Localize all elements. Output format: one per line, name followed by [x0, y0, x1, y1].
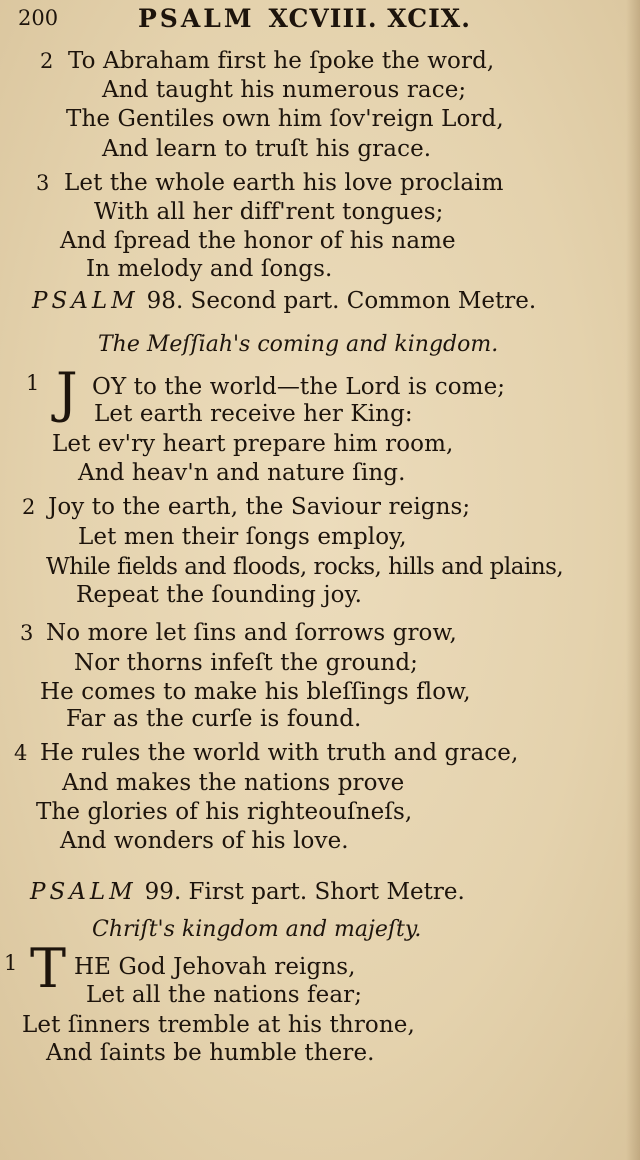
verse-line: He comes to make his bleſſings flow,	[40, 679, 471, 705]
page-number: 200	[18, 6, 59, 30]
verse-line: OY to the world—the Lord is come;	[92, 374, 506, 400]
stanza-number: 2	[22, 495, 36, 519]
verse-line: To Abraham first he ſpoke the word,	[68, 48, 495, 74]
verse-line: While fields and floods, rocks, hills and plains,	[46, 554, 564, 580]
psalm-title	[32, 287, 536, 315]
stanza-number: 1	[26, 371, 40, 395]
verse-line: Repeat the ſounding joy.	[76, 582, 363, 608]
verse-line: The Gentiles own him ſov'reign Lord,	[66, 106, 504, 132]
drop-cap: J	[56, 361, 78, 424]
psalm-title-rest: 98. Second part. Common Metre.	[146, 288, 537, 314]
stanza-number: 3	[36, 171, 50, 195]
psalm-title-word: PSALM	[30, 879, 137, 905]
stanza-number: 2	[40, 49, 54, 73]
drop-cap: T	[30, 937, 67, 1000]
verse-line: And makes the nations prove	[62, 770, 405, 796]
stanza-number: 4	[14, 741, 28, 765]
verse-line: And ſaints be humble there.	[46, 1040, 375, 1066]
running-head	[138, 4, 471, 33]
psalm-title-rest: 99. First part. Short Metre.	[144, 879, 465, 905]
verse-line: And taught his numerous race;	[102, 77, 467, 103]
stanza-number: 3	[20, 621, 34, 645]
verse-line: And heav'n and nature ſing.	[78, 460, 406, 486]
verse-line: Let all the nations fear;	[86, 982, 363, 1008]
verse-line: And ſpread the honor of his name	[60, 228, 456, 254]
verse-line: Let the whole earth his love proclaim	[64, 170, 504, 196]
verse-line: The glories of his righteouſneſs,	[36, 799, 413, 825]
running-head-psalm: PSALM	[138, 4, 255, 33]
verse-line: Let ev'ry heart prepare him room,	[52, 431, 454, 457]
verse-line: Let ſinners tremble at his throne,	[22, 1012, 415, 1038]
psalm-title	[30, 878, 465, 906]
verse-line: Let men their ſongs employ,	[78, 524, 407, 550]
verse-line: With all her diff'rent tongues;	[94, 199, 444, 225]
verse-line: He rules the world with truth and grace,	[40, 740, 519, 766]
verse-line: In melody and ſongs.	[86, 256, 333, 282]
psalm-title-word: PSALM	[32, 288, 139, 314]
running-head-numbers: XCVIII. XCIX.	[268, 4, 471, 33]
verse-line: And learn to truſt his grace.	[102, 136, 432, 162]
verse-line: Nor thorns infeſt the ground;	[74, 650, 419, 676]
psalm-subtitle: Chriſt's kingdom and majeſty.	[92, 917, 422, 942]
stanza-number: 1	[4, 951, 18, 975]
verse-line: Far as the curſe is found.	[66, 706, 362, 732]
page-edge-shadow	[626, 0, 640, 1160]
verse-line: No more let ſins and ſorrows grow,	[46, 620, 457, 646]
verse-line: Let earth receive her King:	[94, 401, 413, 427]
verse-line: And wonders of his love.	[60, 828, 349, 854]
verse-line: Joy to the earth, the Saviour reigns;	[48, 494, 471, 520]
psalm-subtitle: The Meſſiah's coming and kingdom.	[98, 332, 499, 357]
verse-line: HE God Jehovah reigns,	[74, 954, 356, 980]
